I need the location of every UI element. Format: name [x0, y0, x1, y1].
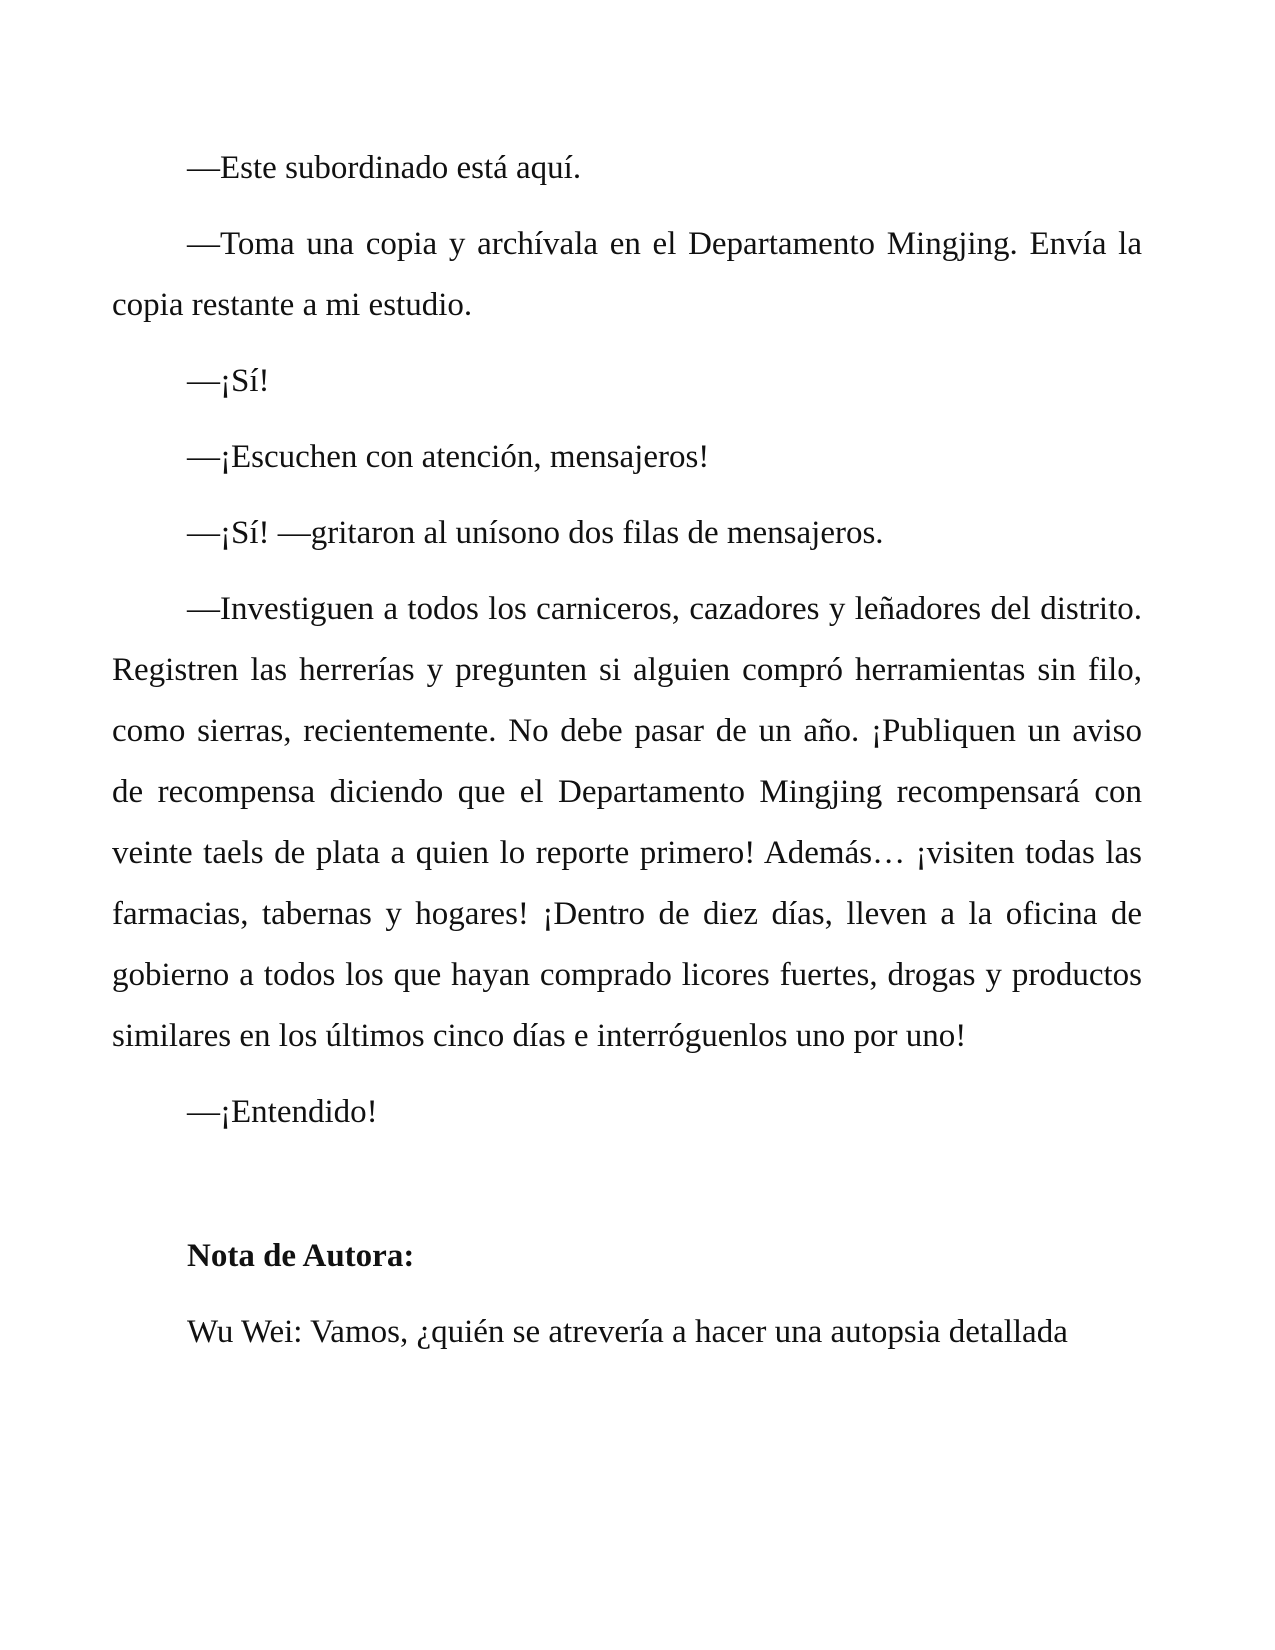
document-page — [112, 138, 1142, 1363]
paragraph-7: —¡Entendido! — [187, 1094, 378, 1130]
paragraph-6: —Investiguen a todos los carniceros, cazadores y leñadores del distrito. Registren las herrerías y pregunten si alguien compró herramientas sin filo, como sierras, recientemente. No debe pasar de un año. ¡Publiquen un aviso de recompensa diciendo que el Departamento Mingjing recompensará con veinte taels de plata a quien lo reporte primero! Además… ¡visiten todas las farmacias, tabernas y hogares! ¡Dentro de diez días, lleven a la oficina de gobierno a todos los que hayan comprado licores fuertes, drogas y productos similares en los últimos cinco días e interróguenlos uno por uno! — [112, 591, 1142, 1054]
paragraph-4: —¡Escuchen con atención, mensajeros! — [187, 439, 710, 475]
paragraph-2: —Toma una copia y archívala en el Departamento Mingjing. Envía la copia restante a mi estudio. — [112, 226, 1142, 323]
paragraph-5: —¡Sí! —gritaron al unísono dos filas de mensajeros. — [187, 515, 884, 551]
author-note-text: Wu Wei: Vamos, ¿quién se atrevería a hacer una autopsia detallada — [187, 1314, 1068, 1350]
paragraph-1: —Este subordinado está aquí. — [187, 150, 582, 186]
paragraph-3: —¡Sí! — [187, 363, 270, 399]
author-note-title: Nota de Autora: — [187, 1238, 415, 1274]
